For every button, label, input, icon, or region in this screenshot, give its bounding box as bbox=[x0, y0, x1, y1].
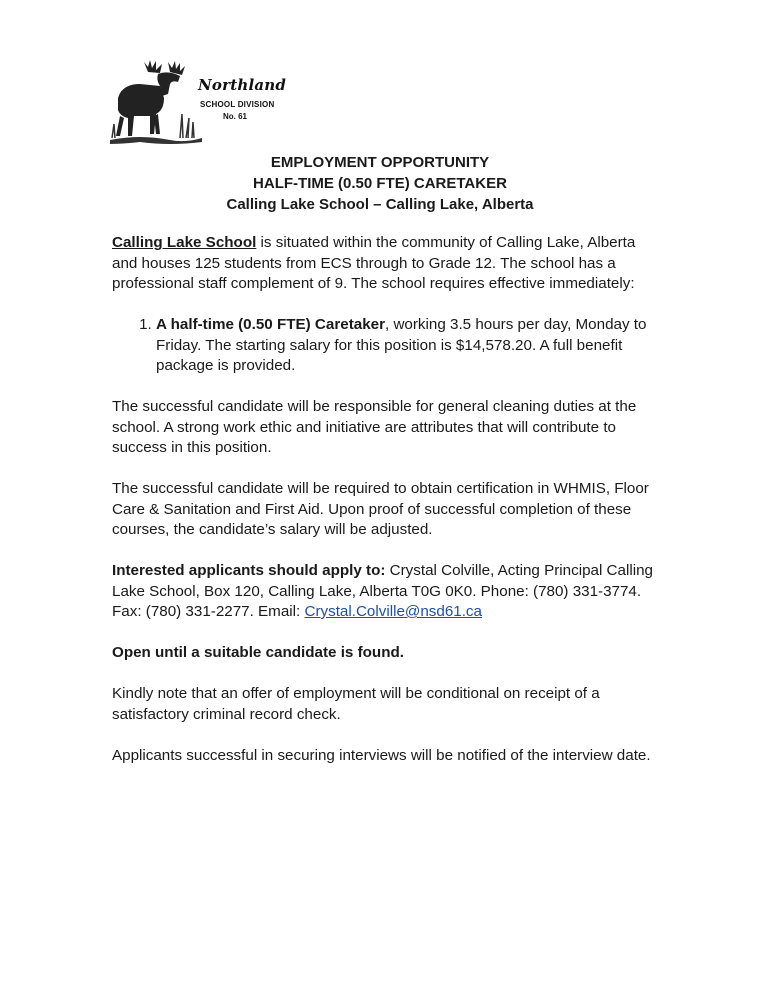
heading-line-2: HALF-TIME (0.50 FTE) CARETAKER bbox=[253, 175, 507, 192]
page-heading bbox=[0, 152, 760, 215]
apply-text: Crystal Colville, Acting Principal Calling Lake School, Box 120, Calling Lake, Alberta T0G 0K0. Phone: (780) 331-3774. Fax: (780) 331-2277. Email: bbox=[112, 562, 653, 620]
heading-line-1: EMPLOYMENT OPPORTUNITY bbox=[270, 154, 490, 171]
northland-logo bbox=[110, 58, 287, 148]
duties-paragraph: The successful candidate will be responsible for general cleaning duties at the school. A strong work ethic and initiative are attributes that will contribute to success in this position. bbox=[112, 398, 637, 456]
document-body bbox=[112, 233, 657, 787]
certification-paragraph: The successful candidate will be required to obtain certification in WHMIS, Floor Care & Sanitation and First Aid. Upon proof of successful completion of these courses, the candidate’s salary will be adjusted. bbox=[112, 480, 649, 538]
apply-paragraph bbox=[112, 561, 657, 623]
apply-label: Interested applicants should apply to: bbox=[112, 562, 386, 579]
record-check-paragraph: Kindly note that an offer of employment will be conditional on receipt of a satisfactory criminal record check. bbox=[112, 685, 600, 723]
position-list bbox=[112, 315, 657, 377]
intro-text: is situated within the community of Calling Lake, Alberta and houses 125 students from ECS through to Grade 12. The school has a professional staff complement of 9. The school requires effective immediately: bbox=[112, 234, 636, 292]
list-item bbox=[156, 315, 657, 377]
interview-paragraph: Applicants successful in securing interviews will be notified of the interview date. bbox=[112, 746, 651, 764]
school-name: Calling Lake School bbox=[112, 234, 257, 251]
heading-line-3: Calling Lake School – Calling Lake, Alberta bbox=[226, 196, 534, 213]
position-title: A half-time (0.50 FTE) Caretaker bbox=[156, 316, 386, 333]
email-link[interactable]: Crystal.Colville@nsd61.ca bbox=[304, 603, 482, 620]
logo-number: No. 61 bbox=[223, 112, 248, 121]
open-until-paragraph: Open until a suitable candidate is found. bbox=[112, 644, 404, 661]
intro-paragraph bbox=[112, 233, 657, 295]
moose-logo-icon bbox=[110, 58, 205, 148]
logo-name: Northland bbox=[198, 76, 287, 94]
position-text: , working 3.5 hours per day, Monday to Friday. The starting salary for this position is $14,578.20. A full benefit package is provided. bbox=[156, 316, 647, 374]
logo-division: SCHOOL DIVISION bbox=[200, 100, 275, 109]
